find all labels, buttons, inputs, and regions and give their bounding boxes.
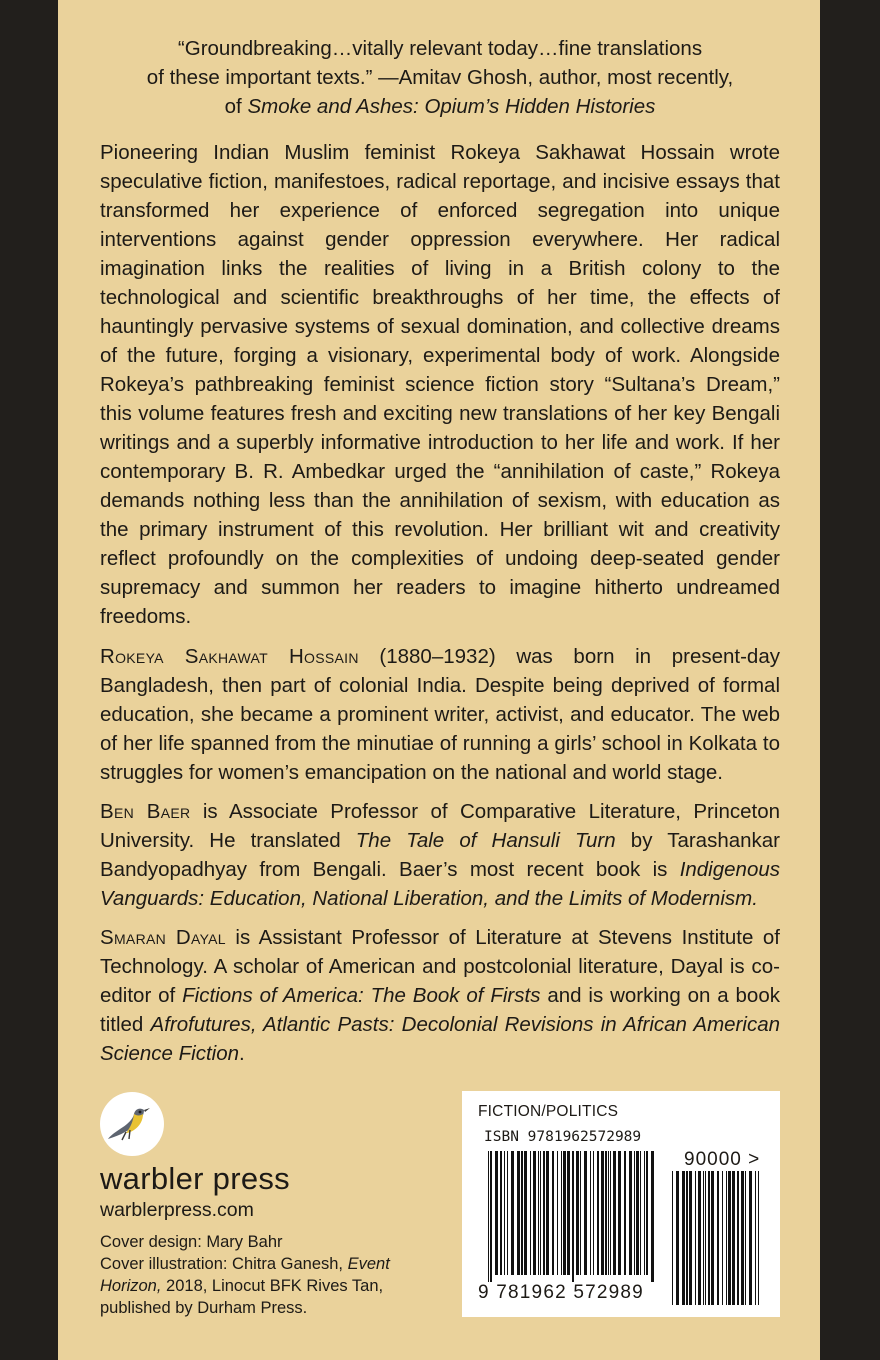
barcode-bar xyxy=(517,1151,520,1275)
barcode-bar xyxy=(580,1151,581,1275)
warbler-bird-icon xyxy=(100,1092,164,1156)
barcode-bar xyxy=(597,1151,599,1275)
barcode-bar xyxy=(552,1151,554,1275)
barcode-bar xyxy=(490,1151,492,1295)
barcode-bar xyxy=(495,1151,498,1275)
barcode-bar xyxy=(605,1151,607,1275)
baer-title-2: Indigenous Vanguards: Education, National Liberation, and the Limits of Modernism. xyxy=(100,858,780,910)
bisac-category: FICTION/POLITICS xyxy=(478,1103,619,1120)
barcode-bar xyxy=(717,1171,719,1305)
barcode-bar xyxy=(507,1151,508,1275)
barcode-bar xyxy=(737,1171,739,1305)
price-code: 90000 > xyxy=(684,1149,761,1170)
translator-name-baer: Ben Baer xyxy=(100,800,191,823)
illustration-title: Event Horizon, xyxy=(100,1255,390,1295)
barcode-bar xyxy=(651,1151,654,1295)
barcode-bar xyxy=(563,1151,566,1275)
barcode-bar xyxy=(698,1171,701,1305)
barcode-bar xyxy=(682,1171,685,1305)
barcode-bar xyxy=(504,1151,505,1275)
quote-line-3-prefix: of xyxy=(224,95,248,118)
quoted-book-title: Smoke and Ashes: Opium’s Hidden Histories xyxy=(247,95,656,118)
barcode-bar xyxy=(755,1171,756,1305)
quote-line-2: of these important texts.” —Amitav Ghosh, author, most recently, xyxy=(146,66,734,89)
barcode-bar xyxy=(576,1151,579,1275)
barcode-bar xyxy=(618,1151,621,1275)
barcode-bar xyxy=(572,1151,574,1295)
barcode-bar xyxy=(540,1151,541,1275)
translator-bio-dayal xyxy=(100,923,780,1068)
cover-illustration-credit: Cover illustration: Chitra Ganesh, Event Horizon, 2018, Linocut BFK Rives Tan, published by Durham Press. xyxy=(100,1255,390,1317)
barcode-bar xyxy=(601,1151,604,1275)
barcode-bar xyxy=(546,1151,549,1275)
barcode-bar xyxy=(538,1151,539,1275)
barcode-bar xyxy=(624,1151,626,1275)
barcode-bar xyxy=(705,1171,706,1305)
barcode-bar xyxy=(567,1151,570,1275)
author-bio-text: (1880–1932) was born in present-day Bangladesh, then part of colonial India. Despite being deprived of formal education, she became a prominent writer, activist, and educator. The web of her life spanned from the minutiae of running a girls’ school in Kolkata to struggles for women’s emancipation on the national and world stage. xyxy=(100,645,780,784)
barcode-bar xyxy=(543,1151,545,1275)
barcode-bar xyxy=(749,1171,752,1305)
baer-bio-text-1: is Associate Professor of Comparative Literature, Princeton University. He translated xyxy=(100,800,780,852)
barcode-bar xyxy=(533,1151,536,1275)
barcode-bar xyxy=(722,1171,723,1305)
baer-bio-text-2: by Tarashankar Bandyopadhyay from Bengali. Baer’s most recent book is xyxy=(100,829,781,881)
cover-credits xyxy=(100,1231,430,1319)
barcode-bar xyxy=(695,1171,696,1305)
baer-title-1: The Tale of Hansuli Turn xyxy=(355,829,616,852)
publisher-url: warblerpress.com xyxy=(100,1199,254,1221)
barcode-bar xyxy=(708,1171,710,1305)
barcode-bar xyxy=(646,1151,648,1275)
barcode-bar xyxy=(672,1171,673,1305)
barcode-bar xyxy=(488,1151,489,1295)
isbn-digits: 9 781962 572989 xyxy=(478,1282,658,1304)
barcode-bar xyxy=(608,1151,609,1275)
quote-line-1: “Groundbreaking…vitally relevant today…fine translations xyxy=(177,37,703,60)
barcode-bar xyxy=(676,1171,679,1305)
dayal-bio-text-3: . xyxy=(239,1042,245,1065)
barcode-bar xyxy=(629,1151,632,1275)
barcode-bar xyxy=(728,1171,731,1305)
barcode-bar xyxy=(640,1151,641,1275)
barcode-bar xyxy=(521,1151,523,1275)
barcode-bar xyxy=(613,1151,616,1275)
barcode-bar xyxy=(557,1151,558,1275)
barcode-bar xyxy=(584,1151,587,1275)
barcode-bar xyxy=(524,1151,527,1275)
cover-design-credit: Cover design: Mary Bahr xyxy=(100,1233,283,1251)
barcode-bar xyxy=(726,1171,727,1305)
barcode-bar xyxy=(711,1171,714,1305)
barcode-bar xyxy=(593,1151,594,1275)
barcode-bar xyxy=(634,1151,635,1275)
barcode-bar xyxy=(758,1171,759,1305)
barcode-bar xyxy=(500,1151,502,1275)
dayal-title-1: Fictions of America: The Book of Firsts xyxy=(182,984,541,1007)
barcode-bar xyxy=(610,1151,611,1275)
author-name: Rokeya Sakhawat Hossain xyxy=(100,645,359,668)
barcode-bar xyxy=(741,1171,744,1305)
barcode-bar xyxy=(590,1151,591,1275)
author-bio xyxy=(100,642,780,787)
barcode-bar xyxy=(686,1171,688,1305)
translator-bio-baer xyxy=(100,797,780,913)
barcode-bar xyxy=(745,1171,746,1305)
dayal-bio-text-2: and is working on a book titled xyxy=(100,984,780,1036)
publisher-name: warbler press xyxy=(100,1161,290,1196)
translator-name-dayal: Smaran Dayal xyxy=(100,926,226,949)
isbn-label: ISBN 9781962572989 xyxy=(484,1129,642,1145)
dayal-title-2: Afrofutures, Atlantic Pasts: Decolonial Revisions in African American Science Fiction xyxy=(100,1013,780,1065)
barcode-bar xyxy=(689,1171,692,1305)
barcode-bar xyxy=(644,1151,645,1275)
barcode-bar xyxy=(636,1151,639,1275)
dayal-bio-text-1: is Assistant Professor of Literature at Stevens Institute of Technology. A scholar of American and postcolonial literature, Dayal is co-editor of xyxy=(100,926,780,1007)
book-description: Pioneering Indian Muslim feminist Rokeya Sakhawat Hossain wrote speculative fiction, manifestoes, radical reportage, and incisive essays that transformed her experience of enforced segregation into unique interventions against gender oppression everywhere. Her radical imagination links the realities of living in a British colony to the technological and scientific breakthroughs of her time, the effects of hauntingly pervasive systems of sexual domination, and collective dreams of the future, forging a visionary, experimental body of work. Alongside Rokeya’s pathbreaking feminist science fiction story “Sultana’s Dream,” this volume features fresh and exciting new translations of her key Bengali writings and a superbly informative introduction to her life and work. If her contemporary B. R. Ambedkar urged the “annihilation of caste,” Rokeya demands nothing less than the annihilation of sexism, with education as the primary instrument of this revolution. Her brilliant wit and creativity reflect profoundly on the complexities of undoing deep-seated gender supremacy and summon her readers to imagine hitherto undreamed freedoms. xyxy=(100,141,780,628)
barcode-bar xyxy=(703,1171,704,1305)
endorsement-quote xyxy=(100,34,780,121)
barcode-bar xyxy=(732,1171,735,1305)
barcode-panel xyxy=(462,1091,780,1317)
barcode-bar xyxy=(561,1151,562,1275)
barcode-bar xyxy=(530,1151,531,1275)
quote-line-3 xyxy=(100,92,780,121)
barcode-bar xyxy=(511,1151,514,1275)
